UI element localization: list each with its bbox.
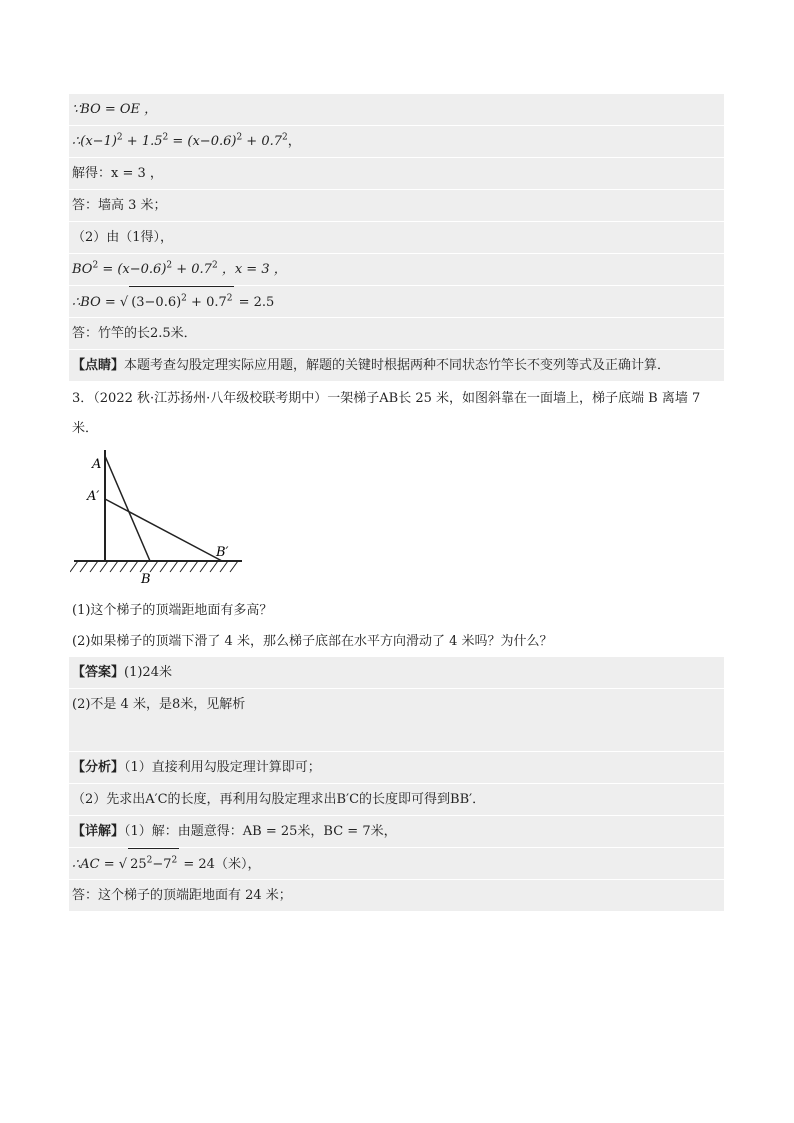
answer-line-2: (2)不是 4 米，是8米，见解析 — [69, 689, 724, 720]
proof-line-4: 答：墙高 3 米； — [69, 190, 724, 221]
ladder-figure — [70, 448, 250, 588]
question-3-stem: 3．（2022 秋·江苏扬州·八年级校联考期中）一架梯子AB长 25 米，如图斜靠在一面墙上，梯子底端 B 离墙 7 — [72, 391, 701, 406]
proof-line-7: ∴BO = √ $(3-0.6)^2 + 0.7^2 = 2.5$ — [69, 286, 724, 317]
detail-line-2: ∴AC = √ $25^2-7^2 = 24$（米）， — [69, 848, 724, 879]
label-b-prime: B′ — [216, 545, 229, 560]
ground-hatching — [70, 561, 238, 572]
label-a: A — [92, 457, 102, 472]
proof-line-3: 解得：x = 3 ， — [69, 158, 724, 189]
label-b: B — [141, 572, 151, 587]
ladder-ab — [105, 456, 150, 561]
sub-question-2: (2)如果梯子的顶端下滑了 4 米，那么梯子底部在水平方向滑动了 4 米吗？为什么？ — [72, 634, 553, 649]
answer-line-1: 【答案】(1)24米 — [69, 657, 724, 688]
proof-line-5: （2）由（1得）， — [69, 222, 724, 253]
point-note: 【点睛】本题考查勾股定理实际应用题，解题的关键时根据两种不同状态竹竿长不变列等式及正确计算． — [69, 350, 724, 381]
answer-spacer — [69, 720, 724, 751]
detail-line-1: 【详解】（1）解：由题意得：AB = 25米，BC = 7米， — [69, 816, 724, 847]
question-3-stem-cont: 米． — [72, 421, 99, 436]
sub-question-1: (1)这个梯子的顶端距地面有多高？ — [72, 603, 273, 618]
label-a-prime: A′ — [87, 489, 100, 504]
analysis-line-1: 【分析】（1）直接利用勾股定理计算即可； — [69, 752, 724, 783]
proof-line-2: $\therefore(x-1)^2 + 1.5^2 = (x-0.6)^2 + 0.7^2$， — [69, 126, 724, 157]
proof-line-8: 答：竹竿的长2.5米． — [69, 318, 724, 349]
analysis-line-2: （2）先求出A′C的长度，再利用勾股定理求出B′C的长度即可得到BB′． — [69, 784, 724, 815]
detail-line-3: 答：这个梯子的顶端距地面有 24 米； — [69, 880, 724, 911]
proof-line-6: $BO^2 = (x-0.6)^2 + 0.7^2$ ，x = 3 ， — [69, 254, 724, 285]
proof-line-1: ∵BO = OE ， — [69, 94, 724, 125]
ladder-a-prime-b-prime — [105, 499, 222, 561]
